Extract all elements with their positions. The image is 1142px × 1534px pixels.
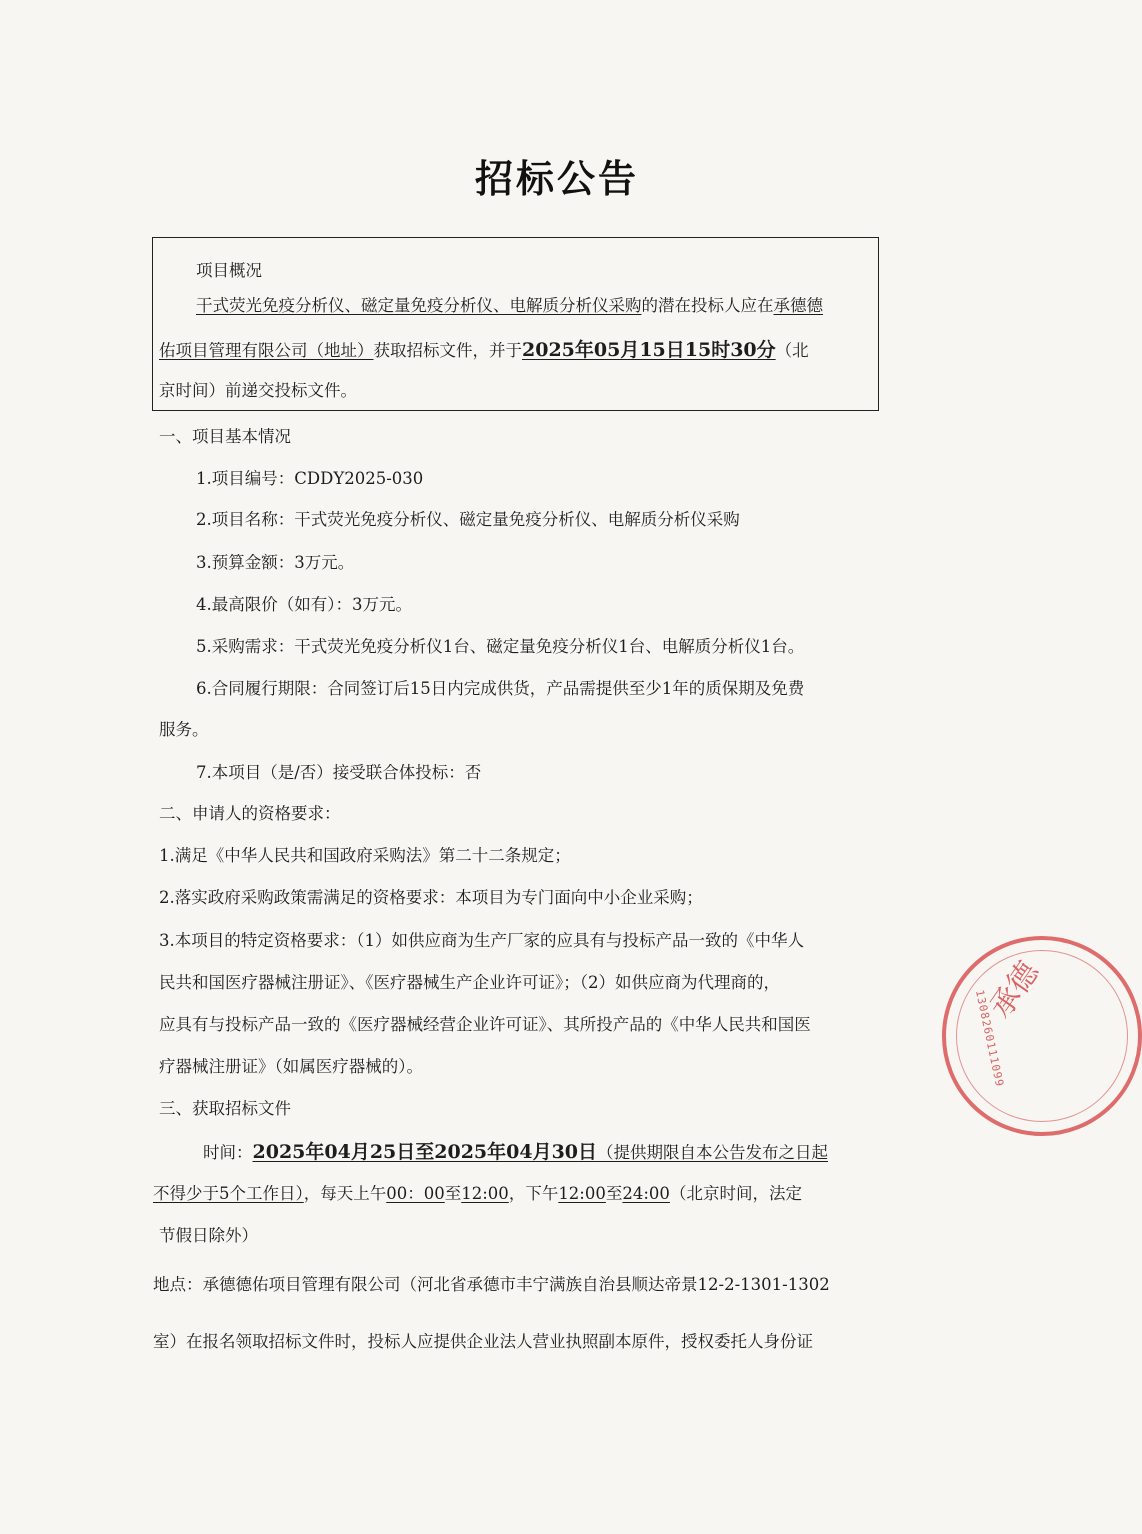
time-pm-end: 24:00 (622, 1184, 670, 1203)
time-note-underlined-2: 不得少于5个工作日） (153, 1184, 304, 1203)
place-line-1: 地点：承德德佑项目管理有限公司（河北省承德市丰宁满族自治县顺达帝景12-2-1301-1302 (153, 1275, 830, 1294)
time-text: ，每天上午 (303, 1184, 387, 1203)
agency-name-underlined-2: 佑项目管理有限公司（地址） (159, 341, 374, 360)
req-3-line-4: 疗器械注册证》（如属医疗器械的）。 (159, 1057, 423, 1076)
item-contract-period: 6.合同履行期限：合同签订后15日内完成供货，产品需提供至少1年的质保期及免费 (196, 679, 805, 698)
deadline-underlined: 2025年05月15日15时30分 (522, 339, 776, 361)
overview-heading: 项目概况 (196, 261, 262, 280)
item-budget: 3.预算金额：3万元。 (196, 553, 355, 572)
time-pm-start: 12:00 (558, 1184, 606, 1203)
overview-line-1 (196, 298, 823, 315)
req-1: 1.满足《中华人民共和国政府采购法》第二十二条规定； (159, 846, 571, 865)
section-2-heading: 二、申请人的资格要求： (159, 804, 341, 823)
time-text: （北京时间，法定 (669, 1184, 802, 1203)
official-seal-stamp (942, 936, 1142, 1136)
time-text: 至 (444, 1184, 462, 1203)
item-project-name: 2.项目名称：干式荧光免疫分析仪、磁定量免疫分析仪、电解质分析仪采购 (196, 510, 740, 529)
overview-line-2 (159, 341, 809, 360)
project-name-underlined: 干式荧光免疫分析仪、磁定量免疫分析仪、电解质分析仪采购 (196, 296, 642, 315)
time-note-underlined: （提供期限自本公告发布之日起 (597, 1143, 829, 1162)
item-contract-period-cont: 服务。 (159, 720, 209, 739)
agency-name-underlined: 承德德 (773, 296, 823, 315)
item-max-price: 4.最高限价（如有）：3万元。 (196, 595, 412, 614)
item-joint-bid: 7.本项目（是/否）接受联合体投标：否 (196, 763, 482, 782)
req-3-line-1: 3.本项目的特定资格要求：（1）如供应商为生产厂家的应具有与投标产品一致的《中华人 (159, 931, 804, 950)
section-1-heading: 一、项目基本情况 (159, 427, 291, 446)
time-line-3: 节假日除外） (159, 1226, 258, 1245)
time-range-underlined: 2025年04月25日至2025年04月30日 (252, 1141, 598, 1163)
time-text: ，下午 (508, 1184, 559, 1203)
time-am-end: 12:00 (461, 1184, 509, 1203)
item-requirements: 5.采购需求：干式荧光免疫分析仪1台、磁定量免疫分析仪1台、电解质分析仪1台。 (196, 637, 805, 656)
seal-text: 承德 (983, 955, 1047, 1025)
overview-text: （北 (775, 341, 809, 360)
overview-line-3: 京时间）前递交投标文件。 (159, 381, 357, 400)
overview-text: 获取招标文件，并于 (373, 341, 522, 360)
place-line-2: 室）在报名领取招标文件时，投标人应提供企业法人营业执照副本原件，授权委托人身份证 (153, 1332, 813, 1351)
time-line-1 (203, 1143, 828, 1162)
req-2: 2.落实政府采购政策需满足的资格要求：本项目为专门面向中小企业采购； (159, 888, 703, 907)
section-3-heading: 三、获取招标文件 (159, 1099, 291, 1118)
item-project-number: 1.项目编号：CDDY2025-030 (196, 469, 424, 488)
time-am-start: 00：00 (386, 1184, 445, 1203)
req-3-line-2: 民共和国医疗器械注册证》、《医疗器械生产企业许可证》；（2）如供应商为代理商的， (159, 973, 780, 992)
time-text: 至 (605, 1184, 623, 1203)
seal-number: 1308260111099 (972, 988, 1007, 1089)
overview-text: 的潜在投标人应在 (641, 296, 774, 315)
page-title: 招标公告 (474, 157, 639, 201)
time-line-2 (153, 1186, 802, 1203)
req-3-line-3: 应具有与投标产品一致的《医疗器械经营企业许可证》、其所投产品的《中华人民共和国医 (159, 1015, 811, 1034)
time-label: 时间： (203, 1143, 253, 1162)
